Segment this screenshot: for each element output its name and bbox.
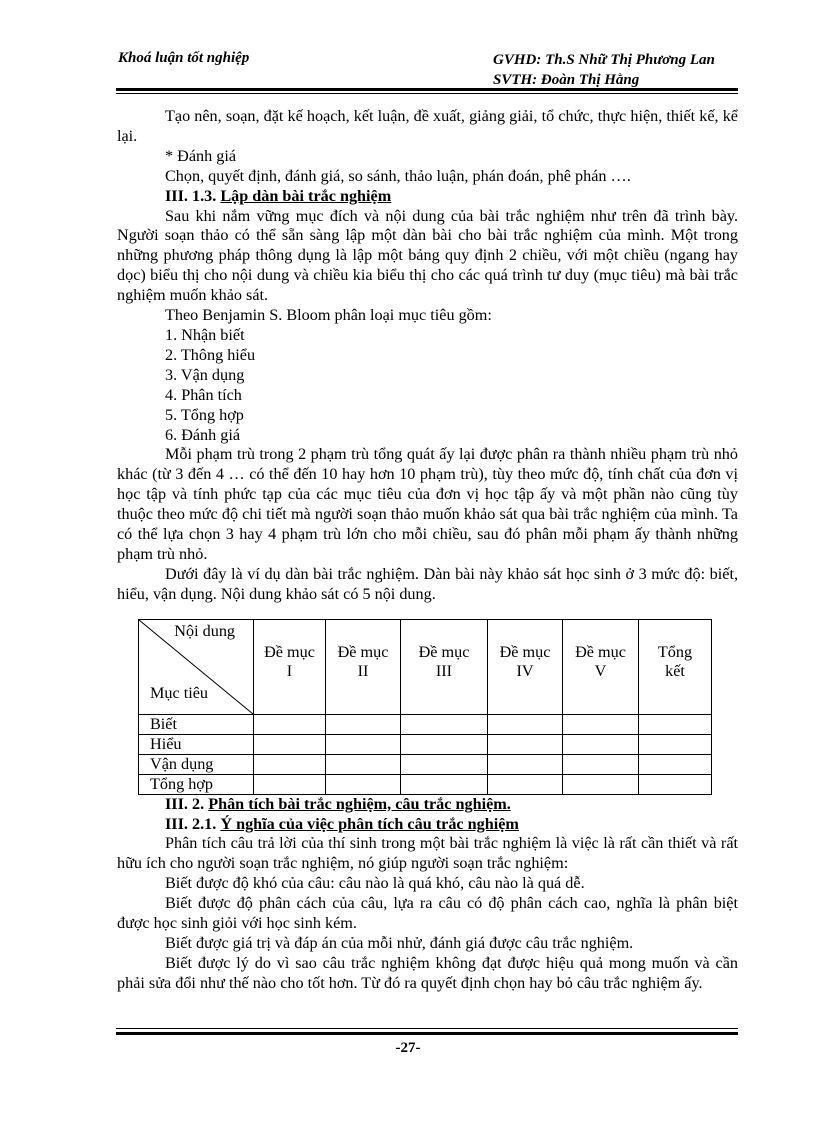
- heading-title: Lập dàn bài trắc nghiệm: [220, 186, 392, 205]
- footer-rule-thin: [116, 1028, 738, 1029]
- paragraph-evaluate-verbs: Chọn, quyết định, đánh giá, so sánh, thảo luận, phán đoán, phê phán ….: [165, 166, 631, 185]
- table-row: [139, 754, 712, 774]
- heading-number: III. 2.1.: [165, 814, 217, 833]
- list-item: 4. Phân tích: [165, 385, 242, 404]
- table-row: [139, 734, 712, 754]
- header-thesis-title: Khoá luận tốt nghiệp: [118, 50, 250, 66]
- section-heading-2: [117, 795, 738, 815]
- paragraph-evaluate-label: * Đánh giá: [165, 146, 237, 165]
- list-item: 6. Đánh giá: [165, 425, 241, 444]
- header-rule-thin: [116, 93, 738, 94]
- header-supervisor-block: [493, 50, 715, 90]
- paragraph-blueprint-intro: Sau khi nắm vững mục đích và nội dung của bài trắc nghiệm như trên đã trình bày. Người soạn thảo có thể sẵn sàng lập một dàn bài cho bài trắc nghiệm của mình. Một trong những phương pháp thông dụng là lập một bảng quy định 2 chiều, với một chiều (ngang hay dọc) biểu thị cho nội dung và chiều kia biểu thị cho các quá trình tư duy (mục tiêu) mà bài trắc nghiệm muốn khảo sát.: [117, 206, 738, 305]
- heading-number: III. 1.3.: [165, 186, 217, 205]
- table-header-row: [139, 619, 712, 714]
- corner-label-content: Nội dung: [174, 621, 235, 640]
- table-row-label: Vận dụng: [139, 754, 254, 774]
- table-column-header: Tổng kết: [639, 619, 712, 714]
- paragraph-categories: Mỗi phạm trù trong 2 phạm trù tổng quát ấy lại được phân ra thành nhiều phạm trù nhỏ khác (từ 3 đến 4 … có thể đến 10 hay hơn 10 phạm trù), tùy theo mức độ, tính chất của đơn vị học tập và tính phức tạp của các mục tiêu của đơn vị học tập ấy và một phần nào cũng tùy thuộc theo mức độ chi tiết mà người soạn thảo muốn khảo sát qua bài trắc nghiệm của mình. Ta có thể lựa chọn 3 hay 4 phạm trù lớn cho mỗi chiều, sau đó phân mỗi phạm ấy thành những phạm trù nhỏ.: [117, 445, 738, 563]
- paragraph-bloom-intro: Theo Benjamin S. Bloom phân loại mục tiêu gồm:: [165, 306, 492, 325]
- footer-rule-thick: [116, 1032, 738, 1035]
- table-row-label: Tổng hợp: [139, 774, 254, 794]
- table-column-header: Đề mục III: [401, 619, 488, 714]
- list-item: 3. Vận dụng: [165, 365, 245, 384]
- page-number: -27-: [395, 1040, 421, 1056]
- section-heading-1-3: [117, 187, 738, 207]
- header-rule-thick: [116, 88, 738, 91]
- table-row-label: Biết: [139, 714, 254, 734]
- heading-title: Phân tích bài trắc nghiệm, câu trắc nghiệm.: [208, 794, 511, 813]
- blueprint-table: [138, 619, 712, 795]
- paragraph-revision: Biết được lý do vì sao câu trắc nghiệm không đạt được hiệu quả mong muốn và cần phải sửa đổi như thế nào cho tốt hơn. Từ đó ra quyết định chọn hay bỏ câu trắc nghiệm ấy.: [117, 953, 738, 992]
- corner-label-objective: Mục tiêu: [150, 683, 208, 702]
- heading-number: III. 2.: [165, 794, 205, 813]
- table-column-header: Đề mục II: [326, 619, 401, 714]
- paragraph-verbs-create: Tạo nên, soạn, đặt kế hoạch, kết luận, đề xuất, giảng giải, tổ chức, thực hiện, thiết kế, kể lại.: [117, 107, 738, 145]
- table-row: [139, 774, 712, 794]
- table-corner-cell: [139, 619, 254, 714]
- table-column-header: Đề mục I: [254, 619, 326, 714]
- list-item: 1. Nhận biết: [165, 325, 245, 344]
- table-column-header: Đề mục IV: [488, 619, 563, 714]
- paragraph-discrimination: Biết được độ phân cách của câu, lựa ra câu có độ phân cách cao, nghĩa là phân biệt được học sinh giỏi với học sinh kém.: [117, 894, 738, 933]
- paragraph-distractors: Biết được giá trị và đáp án của mỗi nhử, đánh giá được câu trắc nghiệm.: [165, 934, 634, 952]
- list-item: 5. Tổng hợp: [165, 405, 244, 424]
- paragraph-example-intro: Dưới đây là ví dụ dàn bài trắc nghiệm. Dàn bài này khảo sát học sinh ở 3 mức độ: biết, hiểu, vận dụng. Nội dung khảo sát có 5 nội dung.: [117, 564, 738, 603]
- header-student: SVTH: Đoàn Thị Hằng: [493, 72, 640, 88]
- table-row: [139, 714, 712, 734]
- header-supervisor: GVHD: Th.S Nhữ Thị Phương Lan: [493, 52, 715, 68]
- table-row-label: Hiểu: [139, 734, 254, 754]
- table-column-header: Đề mục V: [563, 619, 639, 714]
- list-item: 2. Thông hiểu: [165, 345, 256, 364]
- paragraph-analysis-intro: Phân tích câu trả lời của thí sinh trong một bài trắc nghiệm là việc là rất cần thiết và rất hữu ích cho người soạn trắc nghiệm, nó giúp người soạn trắc nghiệm:: [117, 834, 738, 873]
- page-body: [117, 107, 738, 994]
- paragraph-difficulty: Biết được độ khó của câu: câu nào là quá khó, câu nào là quá dễ.: [165, 874, 585, 893]
- section-heading-2-1: [117, 815, 738, 835]
- heading-title: Ý nghĩa của việc phân tích câu trắc nghiệm: [220, 814, 519, 833]
